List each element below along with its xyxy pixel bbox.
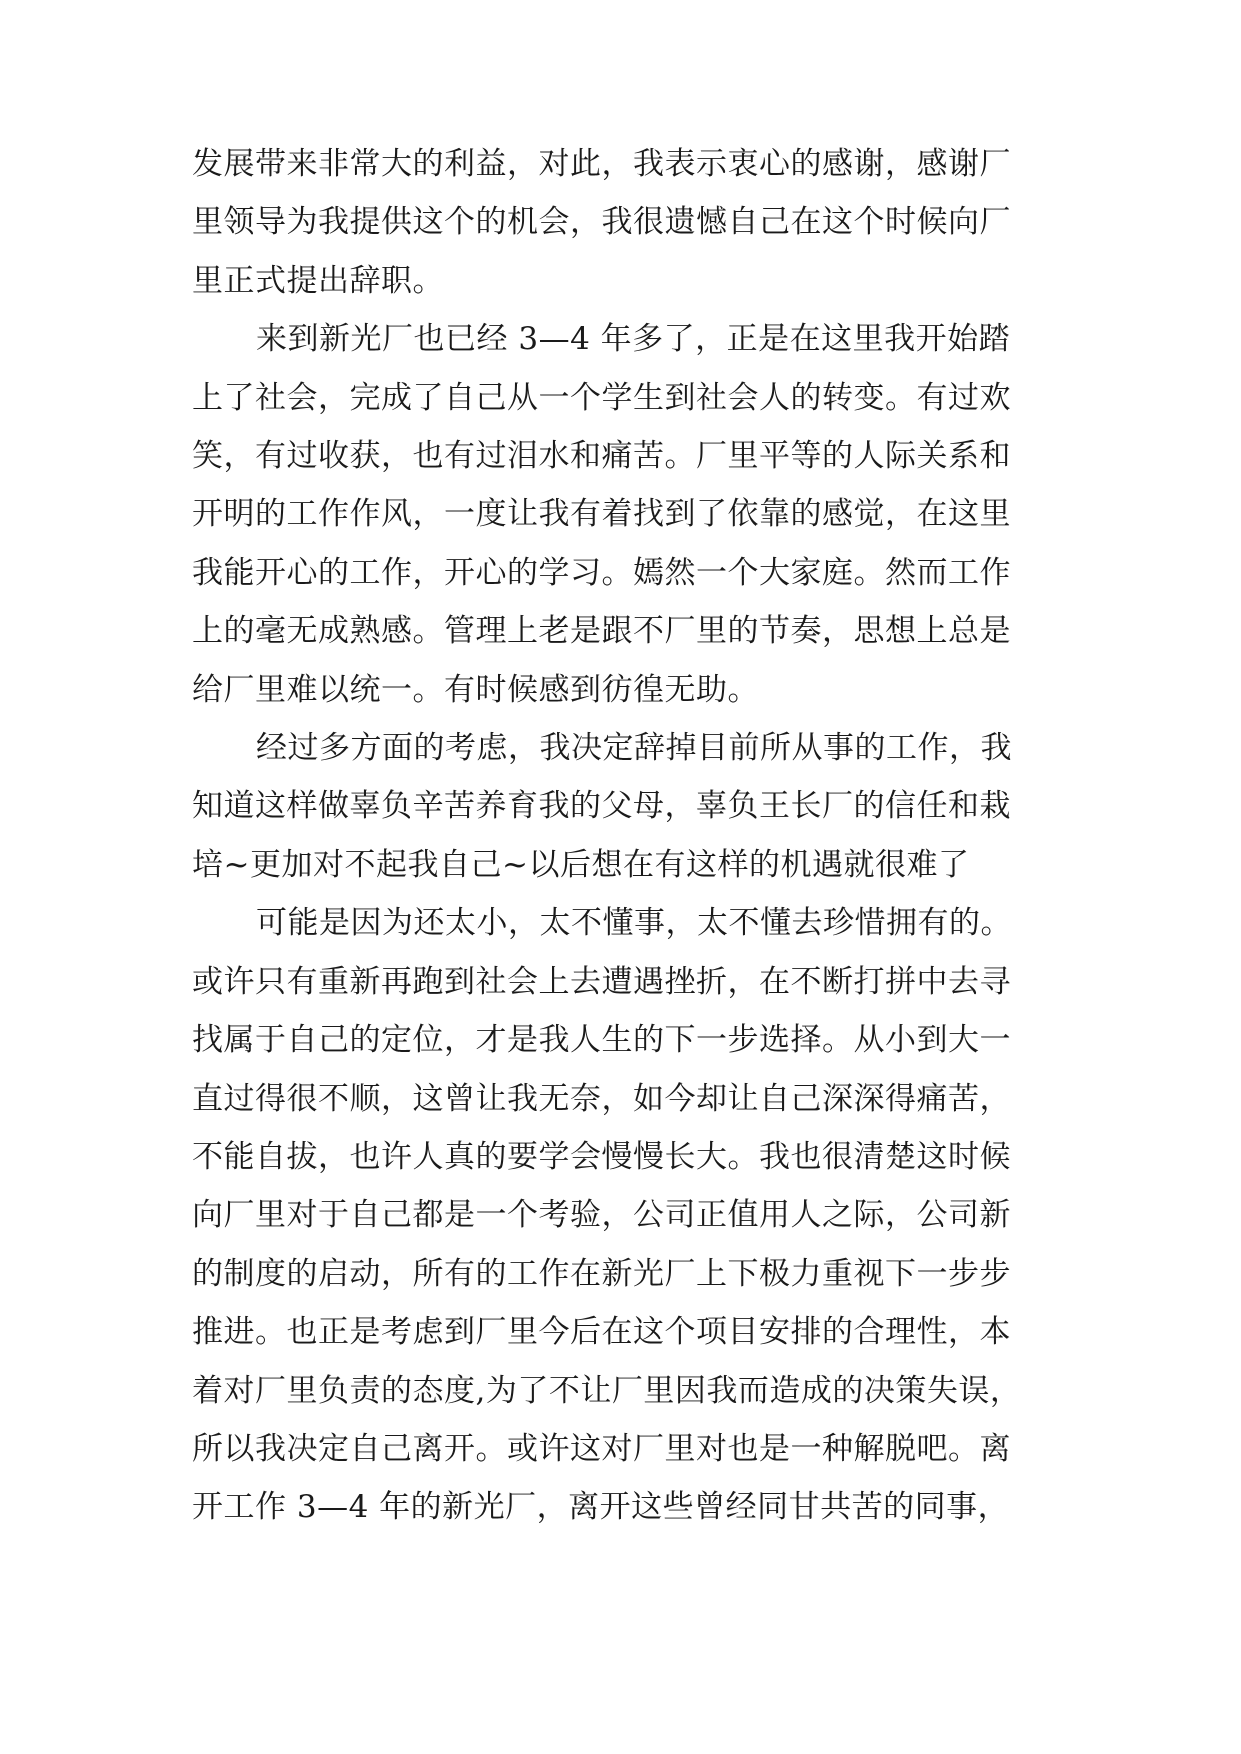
paragraph-1 [192,135,1072,310]
paragraph-3 [192,719,1072,894]
document-body [192,135,1072,1537]
paragraph-4 [192,894,1072,1536]
paragraph-2 [192,310,1072,719]
text-line: 给厂里难以统一。有时候感到彷徨无助。 [192,671,759,708]
text-line: 开工作 3—4 年的新光厂，离开这些曾经同甘共苦的同事， [192,1489,1010,1526]
text-line: 上的毫无成熟感。管理上老是跟不厂里的节奏，思想上总是 [192,613,1011,650]
text-line: 直过得很不顺，这曾让我无奈，如今却让自己深深得痛苦， [192,1080,1011,1117]
text-line: 向厂里对于自己都是一个考验，公司正值用人之际，公司新 [192,1197,1011,1234]
text-line: 知道这样做辜负辛苦养育我的父母，辜负王长厂的信任和栽 [192,788,1011,825]
text-line: 发展带来非常大的利益，对此，我表示衷心的感谢，感谢厂 [192,146,1011,182]
text-line: 经过多方面的考虑，我决定辞掉目前所从事的工作，我 [256,730,1012,767]
text-line: 开明的工作作风，一度让我有着找到了依靠的感觉，在这里 [192,496,1011,533]
text-line: 不能自拔，也许人真的要学会慢慢长大。我也很清楚这时候 [192,1138,1011,1175]
text-line: 推进。也正是考虑到厂里今后在这个项目安排的合理性，本 [192,1314,1011,1351]
text-line: 找属于自己的定位，才是我人生的下一步选择。从小到大一 [192,1022,1011,1059]
text-line: 着对厂里负责的态度,为了不让厂里因我而造成的决策失误， [192,1372,1022,1409]
text-line: 来到新光厂也已经 3—4 年多了，正是在这里我开始踏 [256,321,1011,358]
text-line: 所以我决定自己离开。或许这对厂里对也是一种解脱吧。离 [192,1430,1011,1467]
text-line: 里正式提出辞职。 [192,262,444,299]
text-line: 的制度的启动，所有的工作在新光厂上下极力重视下一步步 [192,1255,1011,1292]
text-line: 我能开心的工作，开心的学习。嫣然一个大家庭。然而工作 [192,554,1011,591]
text-line: 上了社会，完成了自己从一个学生到社会人的转变。有过欢 [192,379,1011,416]
text-line: 或许只有重新再跑到社会上去遭遇挫折，在不断打拼中去寻 [192,963,1011,1000]
text-line: 可能是因为还太小，太不懂事，太不懂去珍惜拥有的。 [256,905,1012,942]
text-line: 笑，有过收获，也有过泪水和痛苦。厂里平等的人际关系和 [192,438,1011,475]
text-line: 里领导为我提供这个的机会，我很遗憾自己在这个时候向厂 [192,204,1011,241]
text-line: 培~更加对不起我自己~以后想在有这样的机遇就很难了 [192,846,970,883]
